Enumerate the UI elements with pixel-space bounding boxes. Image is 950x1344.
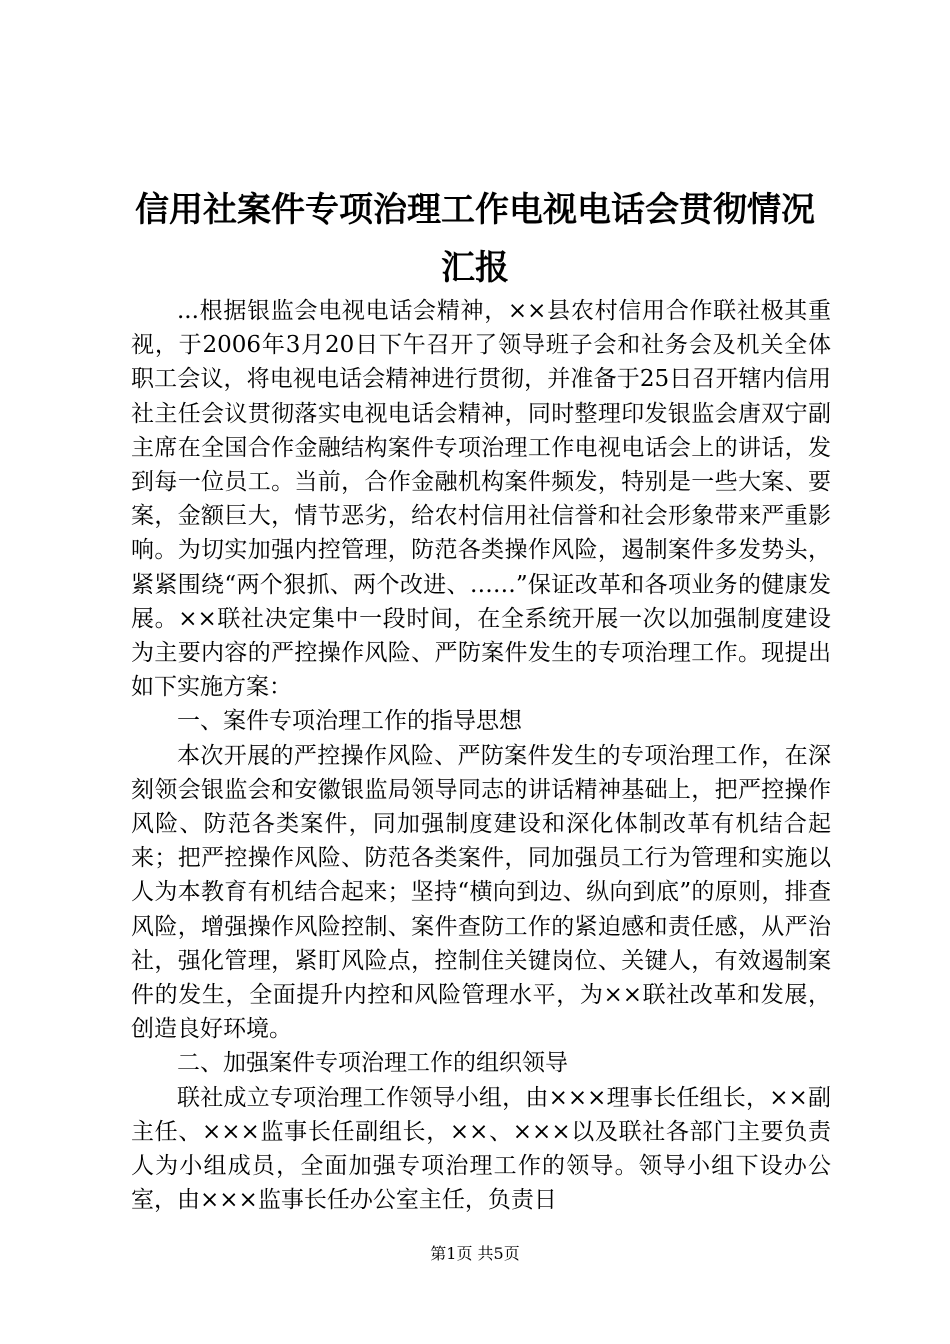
paragraph-section-1: 本次开展的严控操作风险、严防案件发生的专项治理工作，在深刻领会银监会和安徽银监局领导同志的讲话精神基础上，把严控操作风险、防范各类案件，同加强制度建设和深化体制改革有机结合起来；把严控操作风险、防范各类案件，同加强员工行为管理和实施以人为本教育有机结合起来；坚持“横向到边、纵向到底”的原则，排查风险，增强操作风险控制、案件查防工作的紧迫感和责任感，从严治社，强化管理，紧盯风险点，控制住关键岗位、关键人，有效遏制案件的发生，全面提升内控和风险管理水平，为××联社改革和发展，创造良好环境。 [131, 742, 831, 1043]
document-title-line-1: 信用社案件专项治理工作电视电话会贯彻情况 [135, 190, 815, 230]
paragraph-section-2: 联社成立专项治理工作领导小组，由×××理事长任组长，××副主任、×××监事长任副组长，××、×××以及联社各部门主要负责人为小组成员，全面加强专项治理工作的领导。领导小组下设办公室，由×××监事长任办公室主任，负责日 [131, 1084, 831, 1214]
page-footer: 第1页 共5页 [430, 1244, 520, 1263]
paragraph-intro: ...根据银监会电视电话会精神，××县农村信用合作联社极其重视，于2006年3月20日下午召开了领导班子会和社务会及机关全体职工会议，将电视电话会精神进行贯彻，并准备于25日召开辖内信用社主任会议贯彻落实电视电话会精神，同时整理印发银监会唐双宁副主席在全国合作金融结构案件专项治理工作电视电话会上的讲话，发到每一位员工。当前，合作金融机构案件频发，特别是一些大案、要案，金额巨大，情节恶劣，给农村信用社信誉和社会形象带来严重影响。为切实加强内控管理，防范各类操作风险，遏制案件多发势头，紧紧围绕“两个狠抓、两个改进、……”保证改革和各项业务的健康发展。××联社决定集中一段时间，在全系统开展一次以加强制度建设为主要内容的严控操作风险、严防案件发生的专项治理工作。现提出如下实施方案： [131, 298, 831, 701]
heading-section-1: 一、案件专项治理工作的指导思想 [177, 708, 522, 735]
document-title-line-2: 汇报 [441, 248, 509, 288]
heading-section-2: 二、加强案件专项治理工作的组织领导 [177, 1050, 568, 1077]
document-body [131, 294, 831, 1217]
